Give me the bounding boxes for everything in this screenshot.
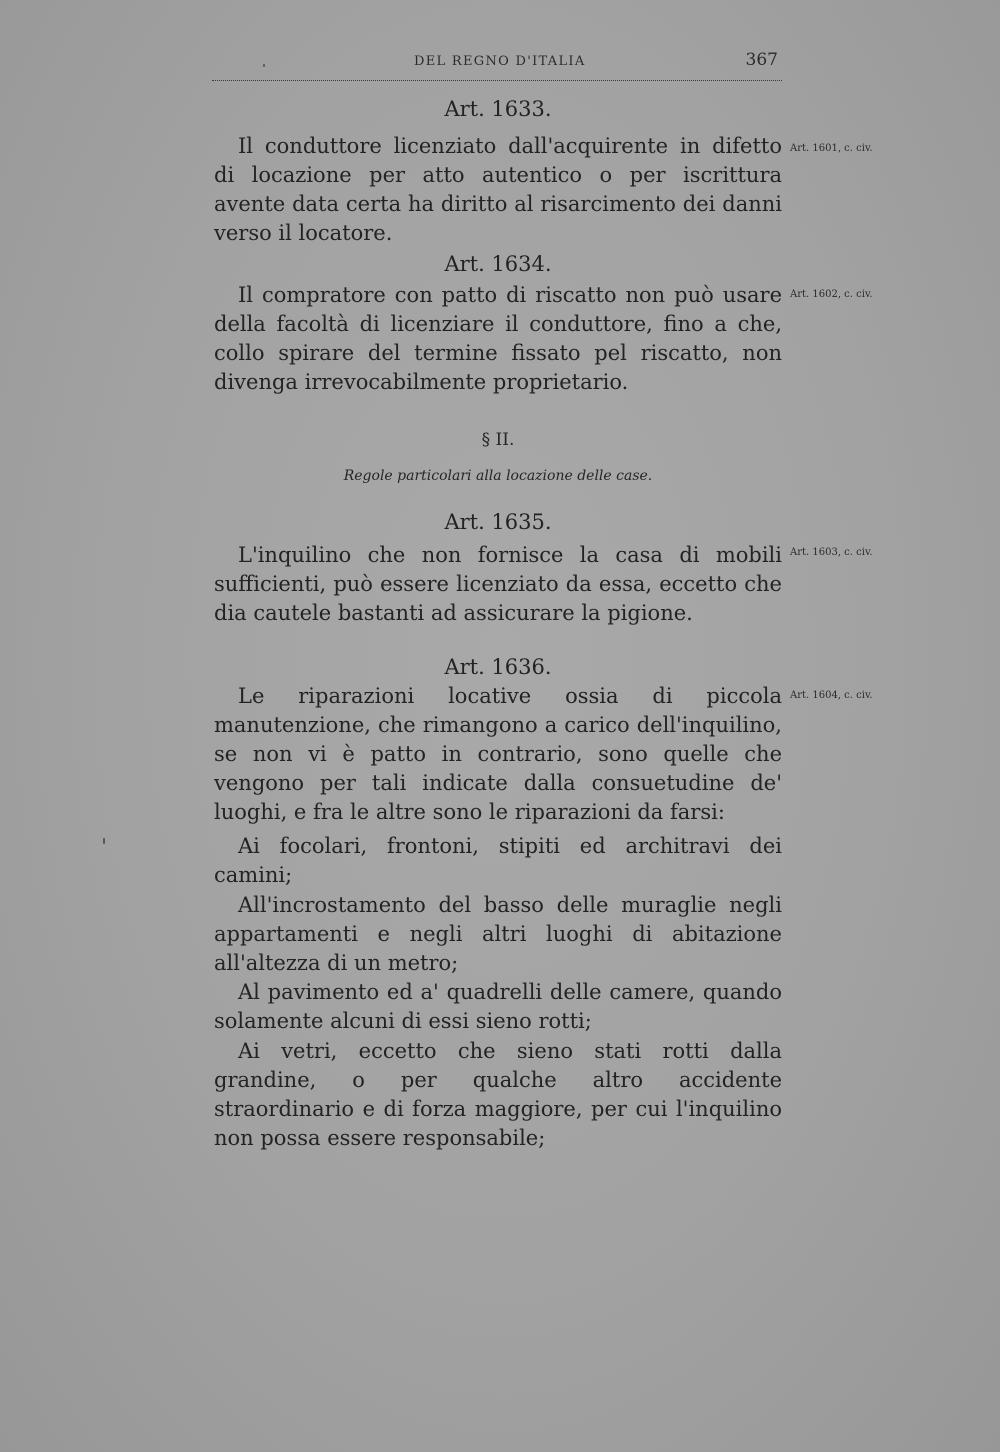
margin-ref-1636: Art. 1604, c. civ. (790, 690, 873, 701)
list-item: Ai focolari, frontoni, stipiti ed architravi dei camini; (214, 834, 782, 887)
running-head: DEL REGNO D'ITALIA (414, 54, 586, 69)
section-mark: § II. (481, 430, 515, 450)
list-item: Al pavimento ed a' quadrelli delle camere, quando solamente alcuni di essi sieno rotti; (214, 980, 782, 1033)
section-title: Regole particolari alla locazione delle case. (343, 468, 653, 484)
article-1636-text: Le riparazioni locative ossia di piccola manutenzione, che rimangono a carico dell'inquilino, se non vi è patto in contrario, sono quelle che vengono per tali indicate dalla consuetudine de' luoghi, e fra le altre sono le riparazioni da farsi: (214, 684, 782, 824)
list-item: All'incrostamento del basso delle muraglie negli appartamenti e negli altri luoghi di abitazione all'altezza di un metro; (214, 893, 782, 975)
list-item: Ai vetri, eccetto che sieno stati rotti dalla grandine, o per qualche altro accidente straordinario e di forza maggiore, per cui l'inquilino non possa essere responsabile; (214, 1039, 782, 1150)
margin-ref-1635: Art. 1603, c. civ. (790, 547, 873, 558)
article-1633-heading: Art. 1633. (444, 97, 552, 121)
article-1635-text: L'inquilino che non fornisce la casa di mobili sufficienti, può essere licenziato da essa, eccetto che dia cautele bastanti ad assicurare la pigione. (214, 543, 782, 625)
article-1634-heading: Art. 1634. (444, 252, 552, 276)
page-number: 367 (745, 50, 778, 70)
scan-speck (263, 64, 265, 67)
scan-speck (103, 838, 105, 844)
page-header (212, 50, 782, 81)
article-1635-heading: Art. 1635. (444, 510, 552, 534)
margin-ref-1633: Art. 1601, c. civ. (790, 143, 873, 154)
article-1636-heading: Art. 1636. (444, 655, 552, 679)
article-1634-text: Il compratore con patto di riscatto non può usare della facoltà di licenziare il conduttore, fino a che, collo spirare del termine fissato pel riscatto, non divenga irrevocabilmente proprietario. (214, 283, 782, 394)
article-1633-text: Il conduttore licenziato dall'acquirente in difetto di locazione per atto autentico o per iscrittura avente data certa ha diritto al risarcimento dei danni verso il locatore. (214, 134, 782, 245)
margin-ref-1634: Art. 1602, c. civ. (790, 289, 873, 300)
